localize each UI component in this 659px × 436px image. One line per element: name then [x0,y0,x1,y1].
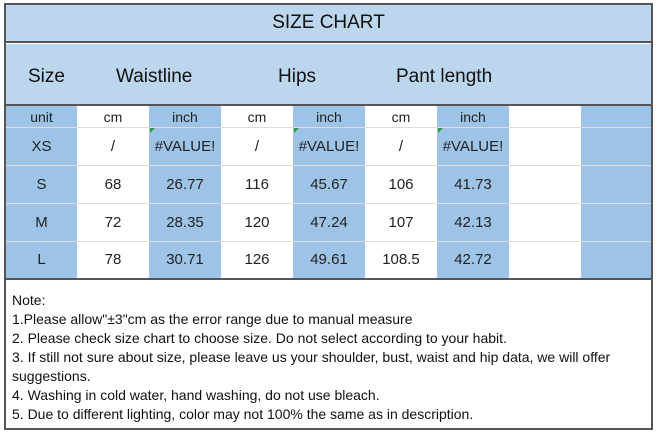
table-cell: 45.67 [310,175,348,193]
error-marker-icon [438,128,443,133]
table-cell: #VALUE! [298,137,360,155]
table-cell: 120 [244,213,270,231]
unit-cell: inch [172,108,198,125]
note-line: 5. Due to different lighting, color may not 100% the same as in description. [12,406,474,422]
table-cell: 116 [245,175,269,193]
table-cell: 126 [244,251,270,268]
table-cell: 47.24 [310,213,348,231]
size-label-l: L [37,251,46,268]
table-cell: 68 [104,175,122,193]
unit-cell: cm [391,108,411,125]
unit-cell: inch [316,108,342,125]
header-size: Size [28,66,65,87]
chart-title: SIZE CHART [6,5,651,43]
note-line: 2. Please check size chart to choose size. Do not select according to your habit. [12,330,507,346]
unit-cell: cm [103,108,123,125]
size-label-m: M [35,213,48,231]
table-cell: 42.13 [454,213,492,231]
table-cell: / [398,137,404,155]
trailing-column-bg [581,106,651,278]
table-cell: 78 [104,251,122,268]
header-pant-length: Pant length [396,66,493,87]
note-line: 4. Washing in cold water, hand washing, do not use bleach. [12,387,380,403]
note-line: 1.Please allow"±3"cm as the error range due to manual measure [12,311,413,327]
notes-section [12,291,652,424]
header-waistline: Waistline [116,66,193,87]
table-cell: 41.73 [454,175,492,193]
table-cell: 42.72 [454,251,492,268]
table-cell: 72 [104,213,122,231]
note-line: 3. If still not sure about size, please leave us your shoulder, bust, waist and hip data, we will offer suggestions. [12,349,611,384]
error-marker-icon [150,128,155,133]
size-chart [4,3,653,430]
table-cell: 49.61 [310,251,348,268]
table-cell: 28.35 [166,213,204,231]
table-cell: / [110,137,116,155]
column-header-row [6,44,651,106]
table-bottom-border [6,278,651,280]
table-cell: #VALUE! [442,137,504,155]
table-cell: 106 [388,175,414,193]
table-cell: 107 [388,213,414,231]
note-heading: Note: [12,292,46,308]
table-cell: / [254,137,260,155]
table-cell: 26.77 [166,175,204,193]
table-cell: #VALUE! [154,137,216,155]
table-cell: 30.71 [166,251,204,268]
table-cell: 108.5 [382,251,420,268]
unit-label: unit [30,108,53,125]
size-label-s: S [36,175,47,193]
size-label-xs: XS [31,137,52,155]
unit-cell: inch [460,108,486,125]
size-table [6,106,651,278]
header-hips: Hips [278,66,317,87]
unit-cell: cm [247,108,267,125]
error-marker-icon [294,128,299,133]
